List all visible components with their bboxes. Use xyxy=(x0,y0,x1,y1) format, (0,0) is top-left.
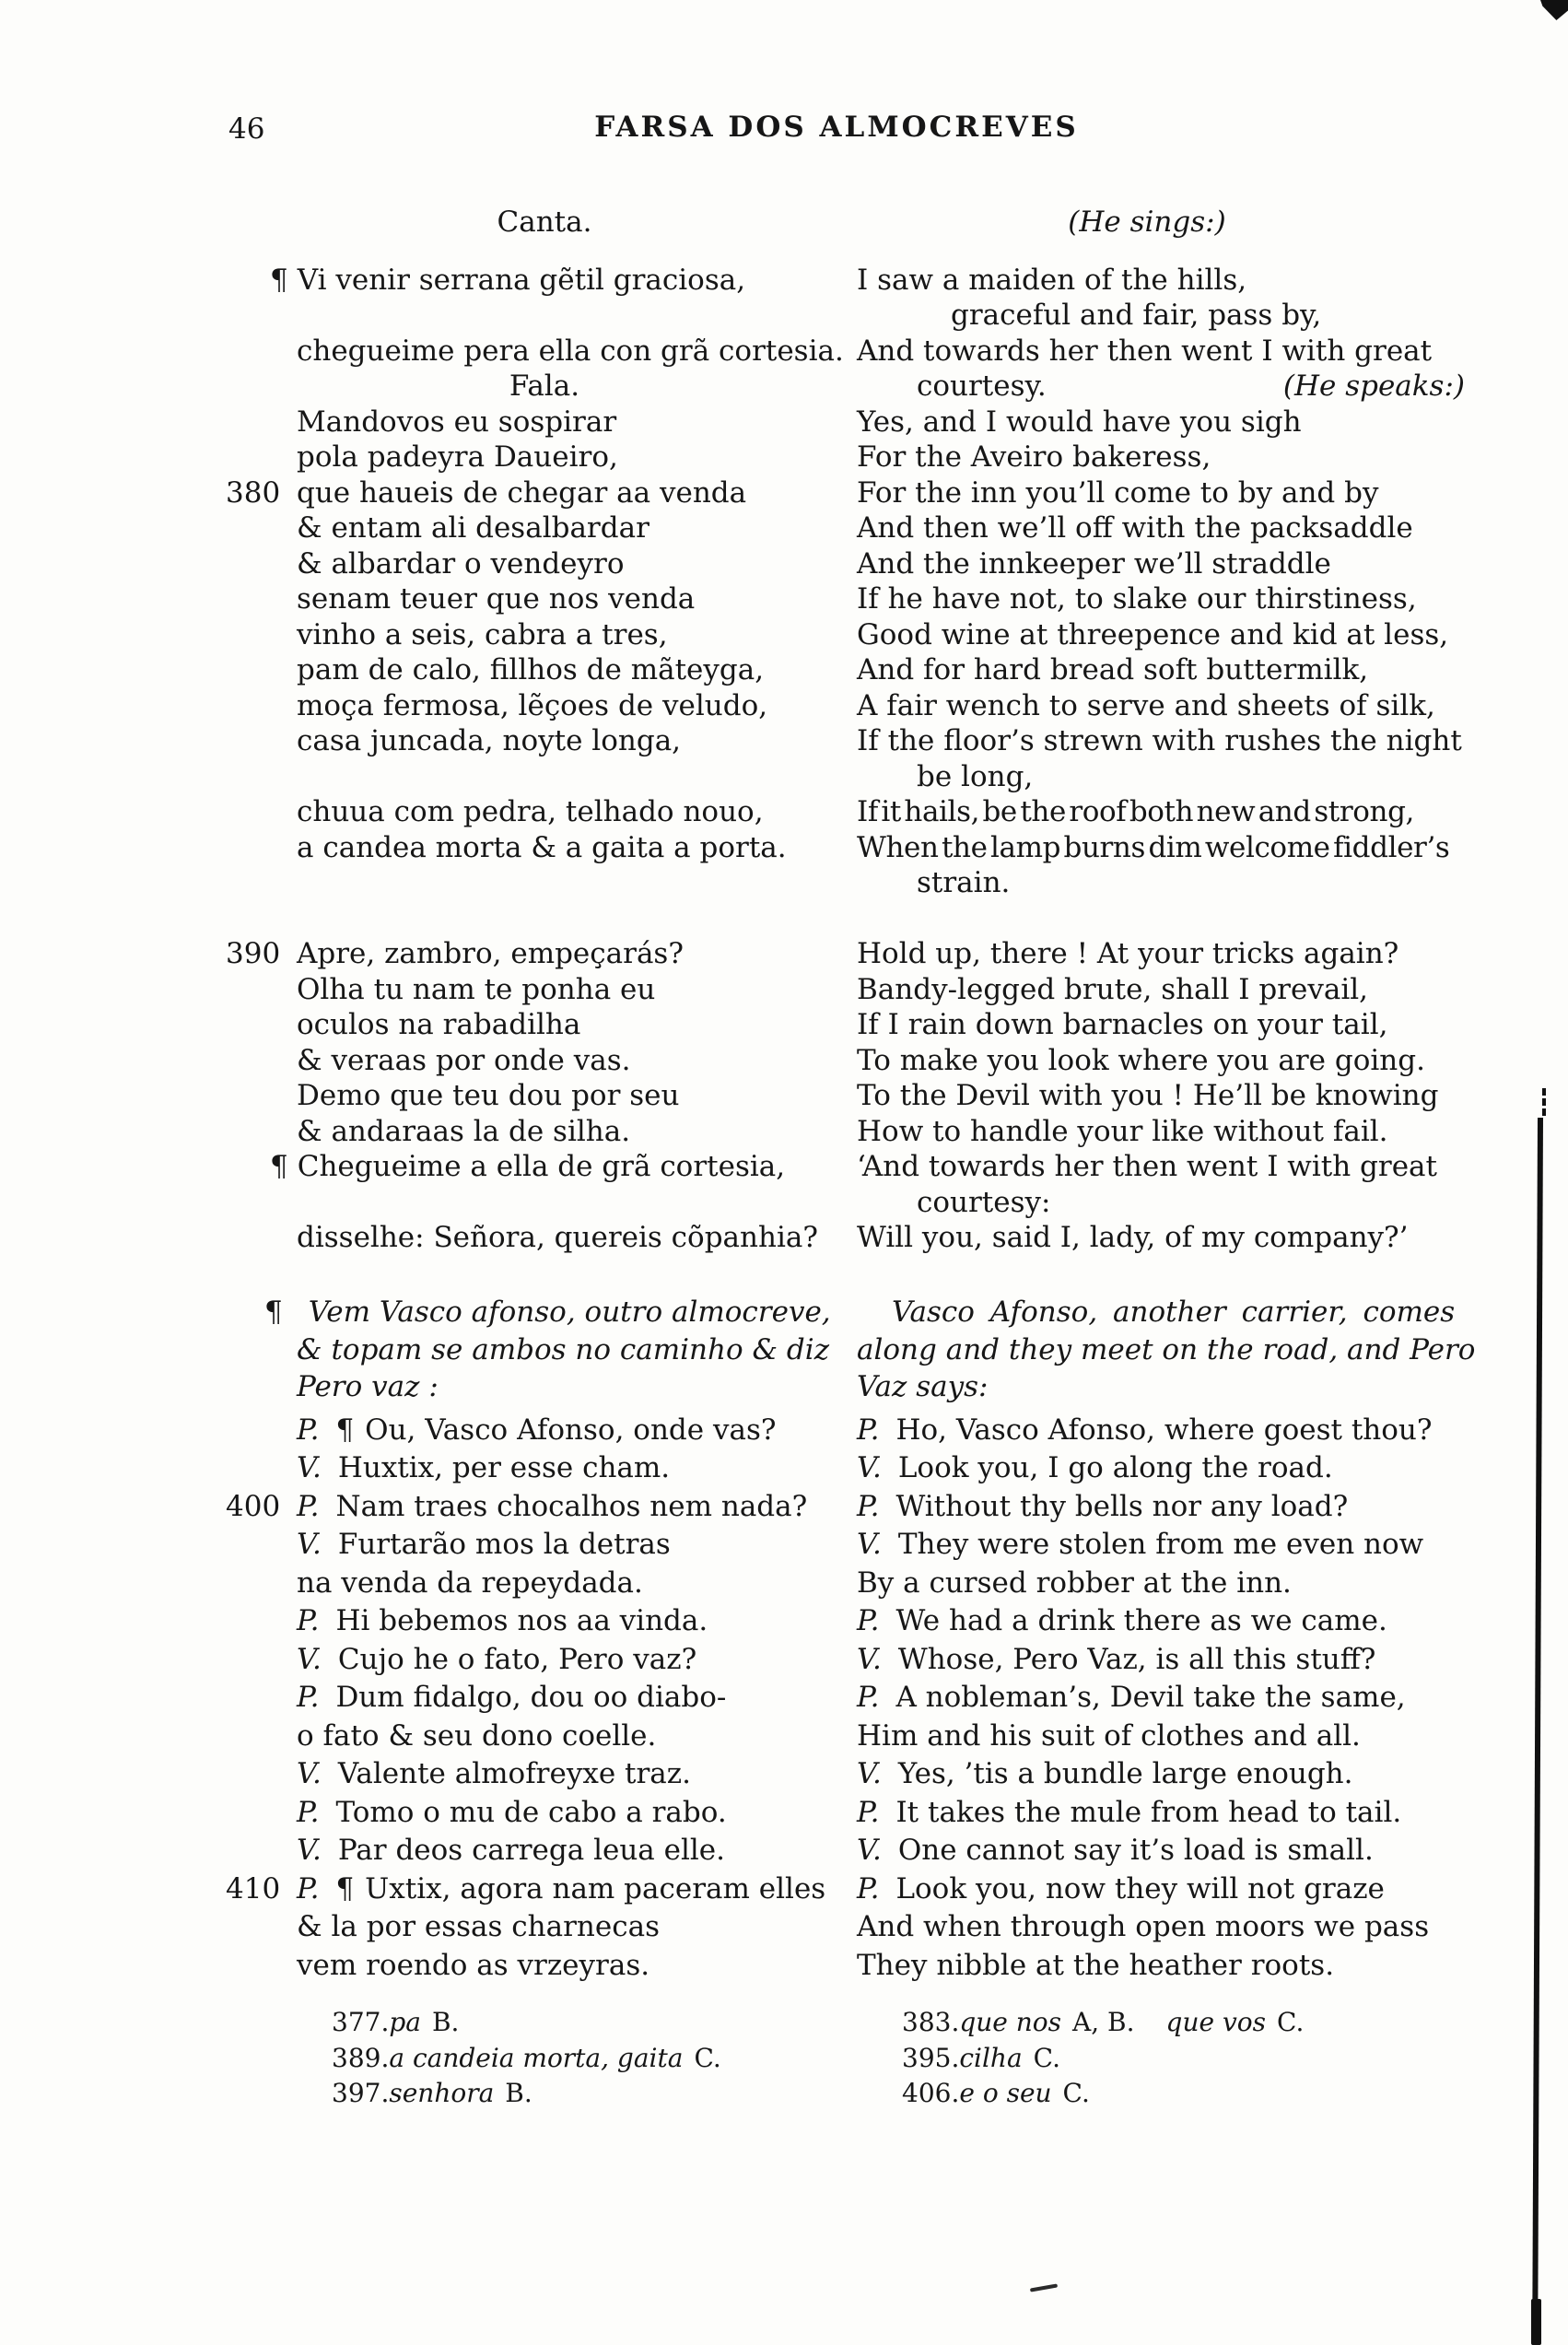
text-line xyxy=(820,1369,1529,1405)
verse-text: Canta. xyxy=(497,205,592,239)
speaker-initial: V. xyxy=(857,1642,882,1676)
text-line xyxy=(175,440,820,475)
verse-text: How to handle your like without fail. xyxy=(857,1114,1388,1148)
text-line xyxy=(297,369,792,405)
verse-text: By a cursed robber at the inn. xyxy=(857,1565,1292,1600)
blank-line xyxy=(175,865,820,901)
verse-text: pola padeyra Daueiro, xyxy=(297,440,618,474)
text-line xyxy=(175,1948,820,1984)
text-line xyxy=(175,972,820,1008)
footnote-siglum: C. xyxy=(1033,2042,1060,2073)
speaker-initial: P. xyxy=(297,1871,320,1905)
text-line xyxy=(820,1527,1529,1563)
text-line xyxy=(175,652,820,688)
speaker-initial: V. xyxy=(297,1642,322,1676)
footnote-lemma: a candeia morta, gaita xyxy=(389,2042,684,2073)
text-line xyxy=(820,581,1529,617)
verse-text: Bandy-legged brute, shall I prevail, xyxy=(857,972,1369,1006)
text-line xyxy=(175,1871,826,1907)
text-line xyxy=(175,1756,820,1792)
verse-text: (He sings:) xyxy=(1068,205,1226,239)
verse-text: ‘And towards her then went I with great xyxy=(857,1150,1437,1183)
text-line xyxy=(820,1332,1529,1368)
scan-artifact-squiggle xyxy=(1030,2283,1058,2292)
text-line xyxy=(820,936,1529,972)
right-column-english xyxy=(820,205,1529,1983)
text-line xyxy=(820,1871,1529,1907)
footnote-lemma: que vos xyxy=(1165,2007,1267,2037)
text-line xyxy=(820,1909,1529,1945)
footnote-lemma: pa xyxy=(389,2007,421,2037)
verse-text: Ou, Vasco Afonso, onde vas? xyxy=(365,1413,777,1447)
verse-line-number: 400 xyxy=(226,1489,281,1523)
verse-text: & veraas por onde vas. xyxy=(297,1043,631,1077)
text-line xyxy=(820,1007,1529,1043)
footnote-lemma: senhora xyxy=(389,2078,495,2108)
text-line xyxy=(175,1369,820,1405)
blank-line xyxy=(175,298,820,334)
text-line xyxy=(820,865,1529,901)
speaker-initial: V. xyxy=(857,1757,882,1790)
text-line xyxy=(820,972,1529,1008)
footnote-line xyxy=(332,2076,721,2112)
text-line xyxy=(175,1149,820,1185)
verse-text: Him and his suit of clothes and all. xyxy=(857,1718,1361,1753)
verse-line-number: 390 xyxy=(226,937,281,970)
text-line xyxy=(175,1007,820,1043)
speaker-initial: V. xyxy=(857,1528,882,1561)
verse-text: Vaz says: xyxy=(857,1370,989,1403)
text-line xyxy=(175,546,820,582)
verse-text: And when through open moors we pass xyxy=(857,1910,1430,1943)
footnote-number: 395. xyxy=(902,2042,960,2073)
text-line xyxy=(175,617,820,653)
page-number: 46 xyxy=(228,112,265,146)
text-line xyxy=(175,688,820,724)
verse-text: graceful and fair, pass by, xyxy=(951,299,1322,332)
text-line xyxy=(175,1220,820,1256)
text-line xyxy=(820,369,1529,405)
verse-text: We had a drink there as we came. xyxy=(895,1604,1387,1637)
verse-text: And towards her then went I with great xyxy=(857,334,1433,368)
verse-text: pam de calo, fillhos de mãteyga, xyxy=(297,653,765,686)
verse-text: One cannot say it’s load is small. xyxy=(897,1834,1374,1867)
verse-text: If I rain down barnacles on your tail, xyxy=(857,1008,1388,1041)
pilcrow-mark: ¶ xyxy=(335,1871,355,1905)
verse-text: Hold up, there ! At your tricks again? xyxy=(857,937,1399,970)
verse-text: vinho a seis, cabra a tres, xyxy=(297,617,668,651)
speaker-initial: V. xyxy=(857,1834,882,1867)
verse-text: oculos na rabadilha xyxy=(297,1008,581,1041)
text-line xyxy=(820,405,1529,440)
verse-text: courtesy: xyxy=(917,1185,1051,1219)
verse-text: They were stolen from me even now xyxy=(897,1528,1424,1561)
verse-text: Vem Vasco afonso, outro almocreve, xyxy=(308,1296,831,1329)
text-line xyxy=(175,1642,820,1678)
verse-text: Look you, I go along the road. xyxy=(897,1451,1333,1484)
verse-text: Tomo o mu de cabo a rabo. xyxy=(335,1795,727,1829)
verse-text: along and they meet on the road, and Pero xyxy=(857,1332,1476,1366)
text-line xyxy=(820,1043,1529,1079)
text-line xyxy=(820,1149,1529,1185)
verse-text: To the Devil with you ! He’ll be knowing xyxy=(857,1079,1439,1112)
pilcrow-mark: ¶ xyxy=(270,263,288,297)
verse-text: a candea morta & a gaita a porta. xyxy=(297,830,787,864)
text-line xyxy=(820,830,1529,866)
text-line xyxy=(175,1489,820,1525)
footnote-line xyxy=(902,2005,1304,2041)
text-line xyxy=(820,1718,1529,1754)
blank-line xyxy=(175,901,820,937)
text-line xyxy=(175,334,844,369)
speaker-initial: P. xyxy=(857,1489,880,1523)
verse-text: I saw a maiden of the hills, xyxy=(857,263,1247,297)
verse-text: Whose, Pero Vaz, is all this stuff? xyxy=(897,1642,1376,1676)
footnote-line xyxy=(332,2041,721,2077)
speaker-initial: P. xyxy=(297,1795,320,1829)
verse-text: Cujo he o fato, Pero vaz? xyxy=(337,1642,697,1676)
text-line xyxy=(820,440,1529,475)
speaker-initial: P. xyxy=(857,1795,880,1829)
footnote-siglum: C. xyxy=(1062,2078,1090,2108)
verse-text: que haueis de chegar aa venda xyxy=(297,475,747,510)
verse-text: Mandovos eu sospirar xyxy=(297,405,617,439)
verse-text: Uxtix, agora nam paceram elles xyxy=(365,1871,826,1905)
verse-text: Olha tu nam te ponha eu xyxy=(297,972,656,1006)
footnote-lemma: e o seu xyxy=(959,2078,1052,2108)
verse-text: Chegueime a ella de grã cortesia, xyxy=(297,1150,786,1183)
verse-text: And the innkeeper we’ll straddle xyxy=(857,546,1331,580)
text-line xyxy=(175,1413,820,1448)
text-line xyxy=(175,1043,820,1079)
blank-line xyxy=(175,1256,820,1292)
text-line xyxy=(175,1527,820,1563)
blank-line xyxy=(820,1256,1529,1292)
verse-text: Par deos carrega leua elle. xyxy=(337,1834,726,1867)
verse-line-number: 380 xyxy=(226,475,281,510)
text-line xyxy=(175,1680,820,1716)
text-line xyxy=(175,723,820,759)
text-line xyxy=(820,1489,1529,1525)
verse-text: Will you, said I, lady, of my company?’ xyxy=(857,1221,1409,1254)
verse-text: Look you, now they will not graze xyxy=(895,1871,1385,1905)
verse-text: & la por essas charnecas xyxy=(297,1910,660,1943)
text-line xyxy=(820,1833,1529,1869)
footnote-lemma: que nos xyxy=(959,2007,1062,2037)
text-line xyxy=(820,688,1529,724)
text-line xyxy=(820,1565,1529,1601)
verse-text: For the inn you’ll come to by and by xyxy=(857,475,1379,510)
pilcrow-mark: ¶ xyxy=(270,1150,288,1183)
left-column-portuguese xyxy=(175,205,844,1983)
scan-artifact-edge-dashes xyxy=(1542,1088,1546,1116)
text-line xyxy=(820,475,1529,511)
text-line xyxy=(175,1718,820,1754)
speaker-initial: P. xyxy=(857,1871,880,1905)
text-line xyxy=(820,1413,1529,1448)
verse-text: They nibble at the heather roots. xyxy=(857,1948,1335,1982)
verse-text: Dum fidalgo, dou oo diabo- xyxy=(335,1681,727,1714)
text-line xyxy=(175,1909,820,1945)
text-line xyxy=(175,1795,820,1831)
pilcrow-mark: ¶ xyxy=(335,1413,355,1447)
verse-text: vem roendo as vrzeyras. xyxy=(297,1948,650,1982)
left-footnotes xyxy=(332,2005,721,2112)
speaker-initial: V. xyxy=(857,1451,882,1484)
text-line xyxy=(175,1114,820,1150)
verse-text: Fala. xyxy=(509,369,580,403)
speaker-initial: P. xyxy=(857,1681,880,1714)
verse-text: Vi venir serrana gẽtil graciosa, xyxy=(297,263,746,297)
text-line xyxy=(175,1603,820,1639)
text-line xyxy=(857,205,1437,240)
text-line xyxy=(175,581,820,617)
footnote-line xyxy=(902,2041,1304,2077)
speaker-initial: P. xyxy=(297,1413,320,1447)
verse-text: moça fermosa, lẽçoes de veludo, xyxy=(297,688,768,722)
text-line xyxy=(820,510,1529,546)
footnote-number: 397. xyxy=(332,2078,390,2108)
text-line xyxy=(175,510,820,546)
text-line xyxy=(175,1078,820,1114)
scan-artifact-edge-bar xyxy=(1532,1118,1543,2345)
footnote-siglum: B. xyxy=(431,2007,460,2037)
footnote-line xyxy=(332,2005,721,2041)
verse-text: disselhe: Señora, quereis cõpanhia? xyxy=(297,1221,818,1254)
text-line xyxy=(175,794,820,830)
verse-text: & albardar o vendeyro xyxy=(297,546,625,580)
footnote-number: 406. xyxy=(902,2078,960,2108)
pilcrow-mark: ¶ xyxy=(264,1296,283,1329)
verse-text: courtesy. xyxy=(917,369,1047,403)
text-line xyxy=(820,1185,1529,1221)
footnote-siglum: A, B. xyxy=(1072,2007,1135,2037)
footnote-lemma: cilha xyxy=(959,2042,1023,2073)
text-line xyxy=(175,263,820,299)
text-line xyxy=(820,1114,1529,1150)
verse-text: o fato & seu dono coelle. xyxy=(297,1718,657,1753)
verse-text: & andaraas la de silha. xyxy=(297,1114,631,1148)
text-line xyxy=(175,936,820,972)
verse-text: Huxtix, per esse cham. xyxy=(337,1451,671,1484)
verse-line-number: 410 xyxy=(226,1871,281,1905)
verse-text: Demo que teu dou por seu xyxy=(297,1079,680,1112)
stage-cue: (He speaks:) xyxy=(1282,369,1465,403)
verse-text: A nobleman’s, Devil take the same, xyxy=(895,1681,1406,1714)
blank-line xyxy=(820,901,1529,937)
text-line xyxy=(820,1220,1529,1256)
speaker-initial: P. xyxy=(297,1681,320,1714)
text-line xyxy=(175,475,820,511)
speaker-initial: P. xyxy=(857,1604,880,1637)
text-line xyxy=(820,1680,1529,1716)
text-line xyxy=(820,723,1529,759)
text-line xyxy=(820,1756,1529,1792)
blank-line xyxy=(175,759,820,795)
verse-text: Ho, Vasco Afonso, where goest thou? xyxy=(895,1413,1433,1447)
verse-text: Yes, ’tis a bundle large enough. xyxy=(897,1757,1353,1790)
speaker-initial: V. xyxy=(297,1451,322,1484)
verse-text: To make you look where you are going. xyxy=(857,1043,1425,1077)
verse-text: na venda da repeydada. xyxy=(297,1565,643,1600)
text-line xyxy=(820,1295,1529,1331)
verse-text: Pero vaz : xyxy=(297,1370,439,1403)
verse-text: be long, xyxy=(917,759,1034,793)
blank-line xyxy=(175,1185,820,1221)
text-line xyxy=(820,263,1529,299)
verse-text: & entam ali desalbardar xyxy=(297,511,649,545)
text-line xyxy=(175,1565,820,1601)
verse-text: Vasco Afonso, another carrier, comes xyxy=(892,1296,1456,1329)
text-line xyxy=(820,759,1529,795)
footnote-siglum: B. xyxy=(505,2078,532,2108)
verse-text: Nam traes chocalhos nem nada? xyxy=(335,1489,808,1523)
footnote-siglum: C. xyxy=(694,2042,721,2073)
text-line xyxy=(820,298,1529,334)
speaker-initial: V. xyxy=(297,1528,322,1561)
verse-text: Valente almofreyxe traz. xyxy=(337,1757,691,1790)
text-line xyxy=(820,334,1529,369)
verse-text: senam teuer que nos venda xyxy=(297,582,696,616)
page-title: FARSA DOS ALMOCREVES xyxy=(594,111,1079,144)
verse-text: For the Aveiro bakeress, xyxy=(857,440,1211,474)
verse-text: It takes the mule from head to tail. xyxy=(895,1795,1402,1829)
verse-text: A fair wench to serve and sheets of silk, xyxy=(857,688,1435,722)
footnote-number: 383. xyxy=(902,2007,960,2037)
text-line xyxy=(175,1450,820,1486)
verse-text: If he have not, to slake our thirstiness, xyxy=(857,582,1417,616)
speaker-initial: P. xyxy=(297,1604,320,1637)
speaker-initial: V. xyxy=(297,1834,322,1867)
speaker-initial: V. xyxy=(297,1757,322,1790)
verse-text: Hi bebemos nos aa vinda. xyxy=(335,1604,708,1637)
text-line xyxy=(820,1948,1529,1984)
text-line xyxy=(820,1642,1529,1678)
verse-text: If it hails, be the roof both new and strong, xyxy=(857,795,1414,828)
footnote-siglum: C. xyxy=(1277,2007,1305,2037)
verse-text: Good wine at threepence and kid at less, xyxy=(857,617,1449,651)
verse-text: Yes, and I would have you sigh xyxy=(857,405,1302,439)
verse-text: chuua com pedra, telhado nouo, xyxy=(297,795,764,828)
verse-text: chegueime pera ella con grã cortesia. xyxy=(297,334,844,368)
text-line xyxy=(820,546,1529,582)
verse-text: casa juncada, noyte longa, xyxy=(297,724,682,757)
verse-text: When the lamp burns dim welcome fiddler’s xyxy=(857,830,1450,864)
text-line xyxy=(820,1450,1529,1486)
scan-artifact-edge-bar-foot xyxy=(1531,2299,1541,2345)
text-line xyxy=(820,794,1529,830)
text-line xyxy=(820,1795,1529,1831)
verse-text: Apre, zambro, empeçarás? xyxy=(297,937,684,970)
text-line xyxy=(175,1833,820,1869)
verse-text: strain. xyxy=(917,866,1011,899)
text-line xyxy=(820,617,1529,653)
speaker-initial: P. xyxy=(857,1413,880,1447)
verse-text: If the floor’s strewn with rushes the night xyxy=(857,724,1462,757)
footnote-line xyxy=(902,2076,1304,2112)
footnote-number: 389. xyxy=(332,2042,390,2073)
verse-text: And for hard bread soft buttermilk, xyxy=(857,653,1369,686)
verse-text: Without thy bells nor any load? xyxy=(895,1489,1349,1523)
text-line xyxy=(820,1603,1529,1639)
verse-text: Furtarão mos la detras xyxy=(337,1528,671,1561)
text-line xyxy=(175,830,820,866)
verse-text: & topam se ambos no caminho & diz xyxy=(297,1332,830,1366)
text-line xyxy=(297,205,792,240)
speaker-initial: P. xyxy=(297,1489,320,1523)
text-line xyxy=(175,1295,831,1331)
text-line xyxy=(175,405,820,440)
scan-artifact-corner-triangle xyxy=(1540,0,1568,20)
text-line xyxy=(175,1332,830,1368)
right-footnotes xyxy=(902,2005,1304,2112)
text-line xyxy=(820,652,1529,688)
text-line xyxy=(820,1078,1529,1114)
verse-text: And then we’ll off with the packsaddle xyxy=(857,511,1413,545)
footnote-number: 377. xyxy=(332,2007,390,2037)
